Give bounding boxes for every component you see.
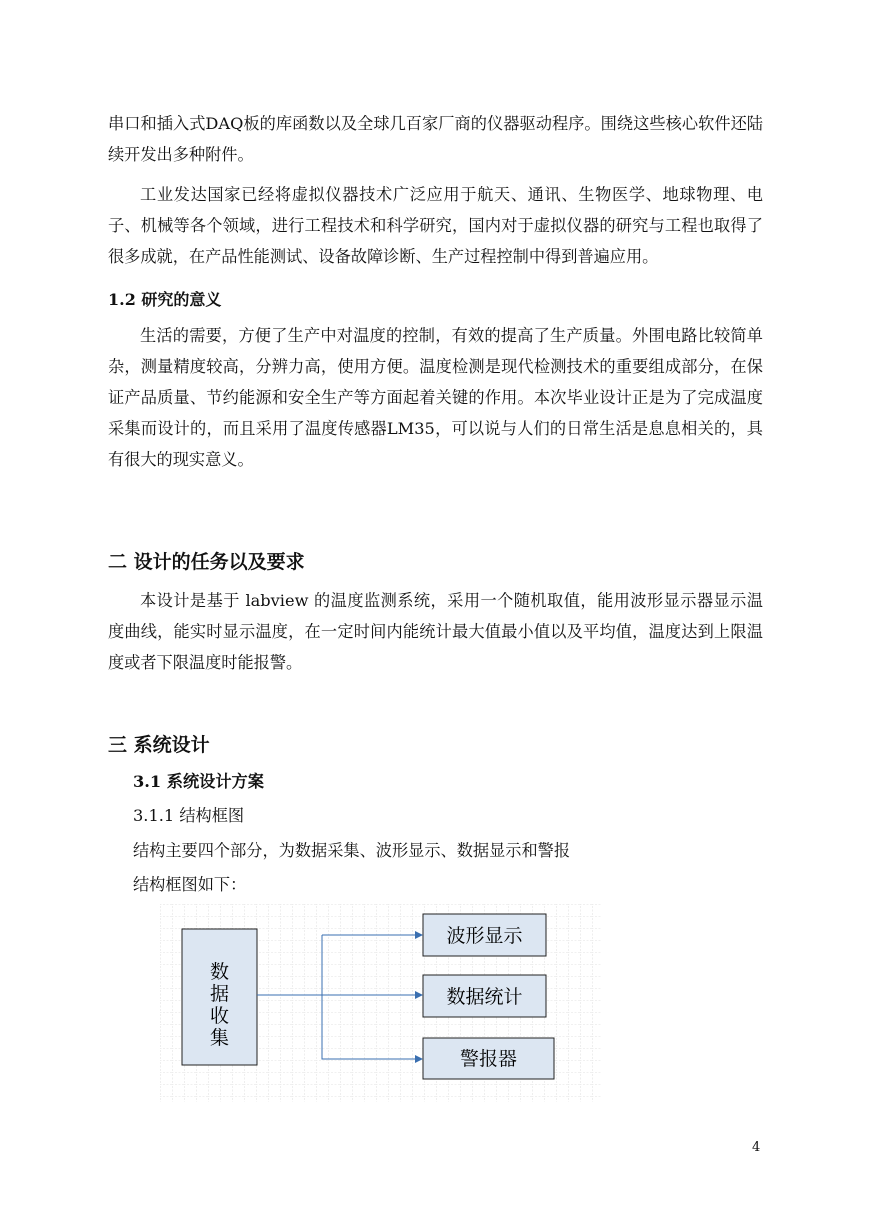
box-alarm-label: 警报器 (459, 1048, 518, 1070)
page-number: 4 (752, 1140, 761, 1155)
heading-section-2: 二 设计的任务以及要求 (108, 551, 305, 573)
box-data-statistics (423, 975, 546, 1017)
paragraph-industrial: 工业发达国家已经将虚拟仪器技术广泛应用于航天、通讯、生物医学、地球物理、电子、机械等各个领域，进行工程技术和科学研究，国内对于虚拟仪器的研究与工程也取得了很多成就，在产品性能测试、设备故障诊断、生产过程控制中得到普遍应用。 (108, 185, 763, 266)
left-box-data-collection (182, 929, 257, 1065)
paragraph-intro-cont: 串口和插入式DAQ板的库函数以及全球几百家厂商的仪器驱动程序。围绕这些核心软件还陆续开发出多种附件。 (108, 114, 763, 164)
box-waveform-label: 波形显示 (446, 925, 523, 947)
left-box-char-1: 数 (209, 961, 230, 983)
left-box-char-2: 据 (209, 983, 230, 1005)
box-statistics-label: 数据统计 (446, 986, 523, 1008)
heading-1-2: 1.2 研究的意义 (108, 290, 222, 309)
paragraph-requirements: 本设计是基于 labview 的温度监测系统，采用一个随机取值，能用波形显示器显示温度曲线，能实时显示温度，在一定时间内能统计最大值最小值以及平均值，温度达到上限温度或者下限温度时能报警。 (108, 591, 763, 672)
heading-3-1-1: 3.1.1 结构框图 (133, 806, 245, 825)
box-alarm (423, 1038, 554, 1079)
left-box-char-4: 集 (209, 1027, 230, 1049)
paragraph-significance: 生活的需要，方便了生产中对温度的控制，有效的提高了生产质量。外围电路比较简单杂，测量精度较高，分辨力高，使用方便。温度检测是现代检测技术的重要组成部分，在保证产品质量、节约能源和安全生产等方面起着关键的作用。本次毕业设计正是为了完成温度采集而设计的，而且采用了温度传感器LM35，可以说与人们的日常生活是息息相关的，具有很大的现实意义。 (108, 326, 763, 469)
structure-block-diagram (160, 904, 602, 1102)
box-waveform-display (423, 914, 546, 956)
left-box-char-3: 收 (209, 1005, 230, 1027)
structure-intro: 结构框图如下： (133, 875, 247, 894)
heading-3-1: 3.1 系统设计方案 (133, 772, 264, 791)
structure-description: 结构主要四个部分，为数据采集、波形显示、数据显示和警报 (133, 841, 571, 860)
heading-section-3: 三 系统设计 (108, 734, 210, 756)
